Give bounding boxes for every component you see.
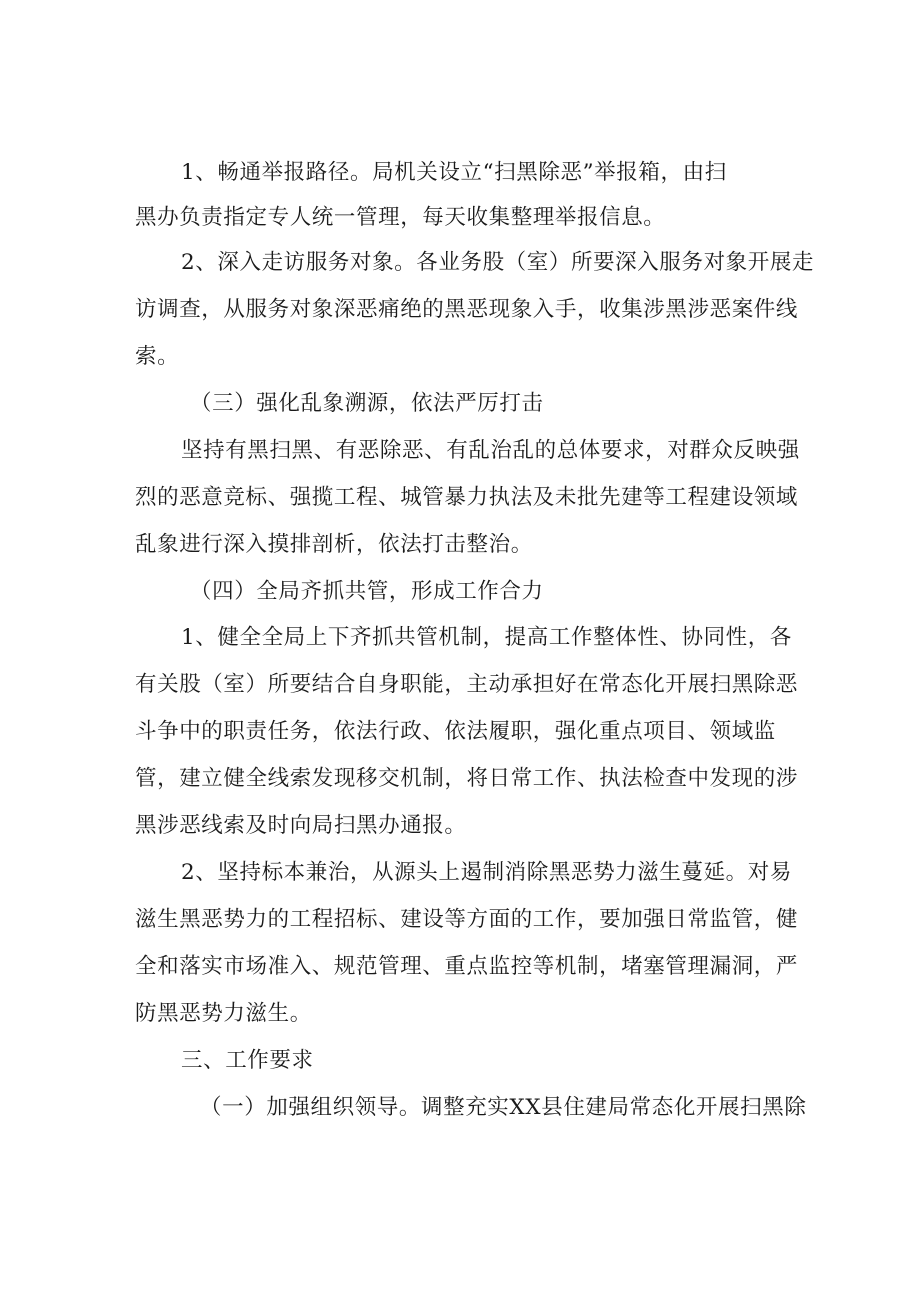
paragraph-4-line-5: 黑涉恶线索及时向局扫黑办通报。 [135, 813, 467, 838]
section-heading-4: （四）全局齐抓共管，形成工作合力 [190, 579, 544, 604]
paragraph-5-line-2: 滋生黑恶势力的工程招标、建设等方面的工作，要加强日常监管，健 [135, 907, 799, 932]
paragraph-3-line-1: 坚持有黑扫黑、有恶除恶、有乱治乱的总体要求，对群众反映强 [181, 438, 800, 463]
section-heading-requirements: 三、工作要求 [181, 1048, 314, 1073]
paragraph-1-line-2: 黑办负责指定专人统一管理，每天收集整理举报信息。 [135, 205, 666, 230]
paragraph-2-line-3: 索。 [135, 344, 180, 369]
paragraph-5-line-3: 全和落实市场准入、规范管理、重点监控等机制，堵塞管理漏洞，严 [135, 954, 799, 979]
paragraph-4-line-4: 管，建立健全线索发现移交机制，将日常工作、执法检查中发现的涉 [135, 766, 799, 791]
paragraph-4-line-3: 斗争中的职责任务，依法行政、依法履职，强化重点项目、领域监 [135, 719, 776, 744]
paragraph-3-line-2: 烈的恶意竞标、强揽工程、城管暴力执法及未批先建等工程建设领域 [135, 485, 799, 510]
paragraph-4-line-1: 1、健全全局上下齐抓共管机制，提高工作整体性、协同性，各 [181, 625, 792, 650]
paragraph-5-line-4: 防黑恶势力滋生。 [135, 1001, 312, 1026]
paragraph-2-line-1: 2、深入走访服务对象。各业务股（室）所要深入服务对象开展走 [181, 250, 815, 275]
section-heading-3: （三）强化乱象溯源，依法严厉打击 [190, 391, 544, 416]
paragraph-1-line-1: 1、畅通举报路径。局机关设立“扫黑除恶”举报箱，由扫 [181, 160, 727, 185]
paragraph-3-line-3: 乱象进行深入摸排剖析，依法打击整治。 [135, 532, 533, 557]
paragraph-6-line-1: （一）加强组织领导。调整充实XX县住建局常态化开展扫黑除 [200, 1095, 807, 1120]
paragraph-5-line-1: 2、坚持标本兼治，从源头上遏制消除黑恶势力滋生蔓延。对易 [181, 860, 792, 885]
paragraph-4-line-2: 有关股（室）所要结合自身职能，主动承担好在常态化开展扫黑除恶 [135, 672, 799, 697]
paragraph-2-line-2: 访调查，从服务对象深恶痛绝的黑恶现象入手，收集涉黑涉恶案件线 [135, 297, 799, 322]
